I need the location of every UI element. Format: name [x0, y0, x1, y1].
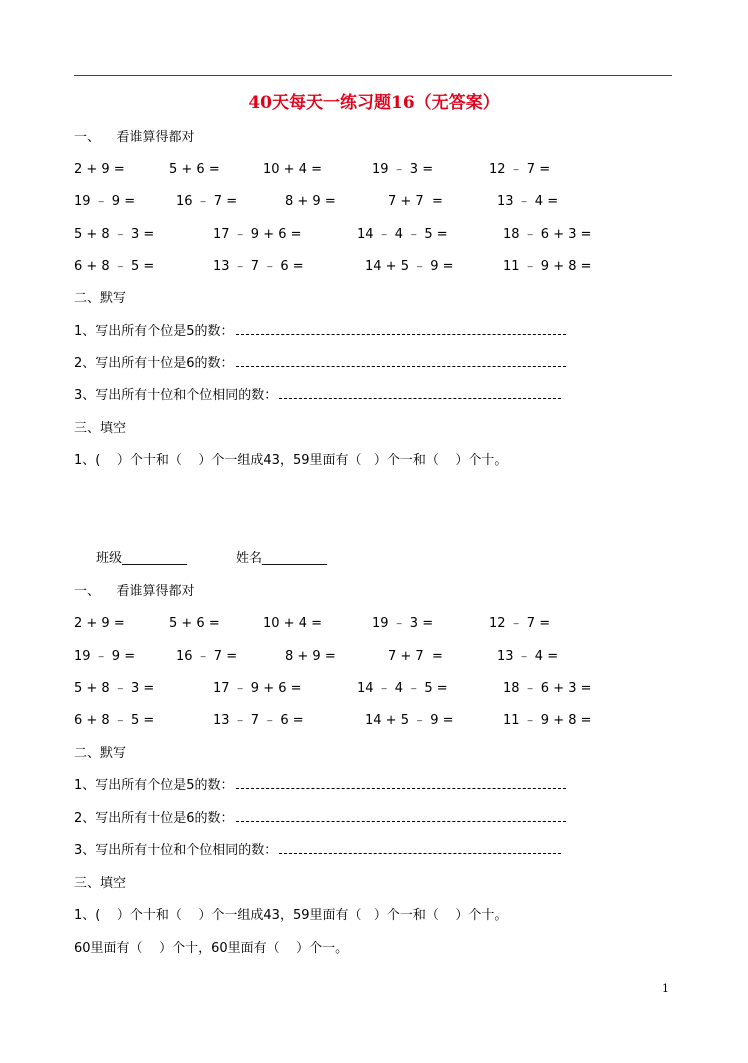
dictation-item: 1、写出所有个位是5的数： — [74, 323, 566, 341]
section-heading-fill: 三、填空 — [74, 876, 127, 891]
calc-item: 13 ﹣ 4 = — [497, 194, 559, 209]
calc-item: 13 ﹣ 7 ﹣ 6 = — [213, 713, 304, 728]
calc-item: 19 ﹣ 9 = — [74, 649, 136, 664]
fill-item: 1、( ）个十和（ ）个一组成43，59里面有（ ）个一和（ ）个十。 — [74, 453, 508, 468]
calc-item: 11 ﹣ 9 + 8 = — [503, 259, 592, 274]
answer-blank[interactable] — [236, 821, 566, 822]
section-heading-calc: 一、 看谁算得都对 — [74, 130, 195, 145]
calc-item: 8 + 9 = — [285, 194, 336, 209]
class-field[interactable]: 班级__________ — [96, 551, 188, 566]
calc-item: 6 + 8 ﹣ 5 = — [74, 713, 155, 728]
dictation-item: 2、写出所有十位是6的数： — [74, 810, 566, 828]
header-rule — [74, 75, 672, 76]
section-heading-dictation: 二、默写 — [74, 291, 127, 306]
section-heading-dictation: 二、默写 — [74, 746, 127, 761]
answer-blank[interactable] — [236, 788, 566, 789]
answer-blank[interactable] — [236, 366, 566, 367]
calc-item: 14 + 5 ﹣ 9 = — [365, 259, 454, 274]
calc-item: 14 + 5 ﹣ 9 = — [365, 713, 454, 728]
calc-item: 19 ﹣ 3 = — [372, 162, 434, 177]
calc-item: 19 ﹣ 3 = — [372, 616, 434, 631]
section-heading-fill: 三、填空 — [74, 421, 127, 436]
section-heading-calc: 一、 看谁算得都对 — [74, 584, 195, 599]
calc-item: 18 ﹣ 6 + 3 = — [503, 227, 592, 242]
calc-item: 5 + 8 ﹣ 3 = — [74, 227, 155, 242]
calc-item: 7 + 7 = — [388, 194, 443, 209]
page-number: 1 — [662, 982, 669, 995]
calc-item: 11 ﹣ 9 + 8 = — [503, 713, 592, 728]
dictation-item: 3、写出所有十位和个位相同的数： — [74, 842, 561, 860]
calc-item: 17 ﹣ 9 + 6 = — [213, 227, 302, 242]
calc-item: 17 ﹣ 9 + 6 = — [213, 681, 302, 696]
calc-item: 13 ﹣ 4 = — [497, 649, 559, 664]
calc-item: 16 ﹣ 7 = — [176, 649, 238, 664]
calc-item: 5 + 6 = — [169, 162, 220, 177]
calc-item: 5 + 6 = — [169, 616, 220, 631]
answer-blank[interactable] — [279, 398, 561, 399]
calc-item: 19 ﹣ 9 = — [74, 194, 136, 209]
fill-item: 1、( ）个十和（ ）个一组成43，59里面有（ ）个一和（ ）个十。 — [74, 908, 508, 923]
calc-item: 6 + 8 ﹣ 5 = — [74, 259, 155, 274]
calc-item: 13 ﹣ 7 ﹣ 6 = — [213, 259, 304, 274]
calc-item: 14 ﹣ 4 ﹣ 5 = — [357, 227, 448, 242]
calc-item: 12 ﹣ 7 = — [489, 162, 551, 177]
name-field[interactable]: 姓名__________ — [236, 551, 328, 566]
dictation-item: 3、写出所有十位和个位相同的数： — [74, 387, 561, 405]
calc-item: 16 ﹣ 7 = — [176, 194, 238, 209]
calc-item: 14 ﹣ 4 ﹣ 5 = — [357, 681, 448, 696]
page-title: 40天每天一练习题16（无答案） — [248, 93, 500, 113]
calc-item: 8 + 9 = — [285, 649, 336, 664]
calc-item: 18 ﹣ 6 + 3 = — [503, 681, 592, 696]
calc-item: 2 + 9 = — [74, 616, 125, 631]
calc-item: 12 ﹣ 7 = — [489, 616, 551, 631]
calc-item: 7 + 7 = — [388, 649, 443, 664]
dictation-item: 1、写出所有个位是5的数： — [74, 777, 566, 795]
calc-item: 5 + 8 ﹣ 3 = — [74, 681, 155, 696]
calc-item: 10 + 4 = — [263, 162, 322, 177]
answer-blank[interactable] — [279, 853, 561, 854]
calc-item: 10 + 4 = — [263, 616, 322, 631]
calc-item: 2 + 9 = — [74, 162, 125, 177]
fill-item: 60里面有（ ）个十，60里面有（ ）个一。 — [74, 941, 349, 956]
dictation-item: 2、写出所有十位是6的数： — [74, 355, 566, 373]
answer-blank[interactable] — [236, 334, 566, 335]
